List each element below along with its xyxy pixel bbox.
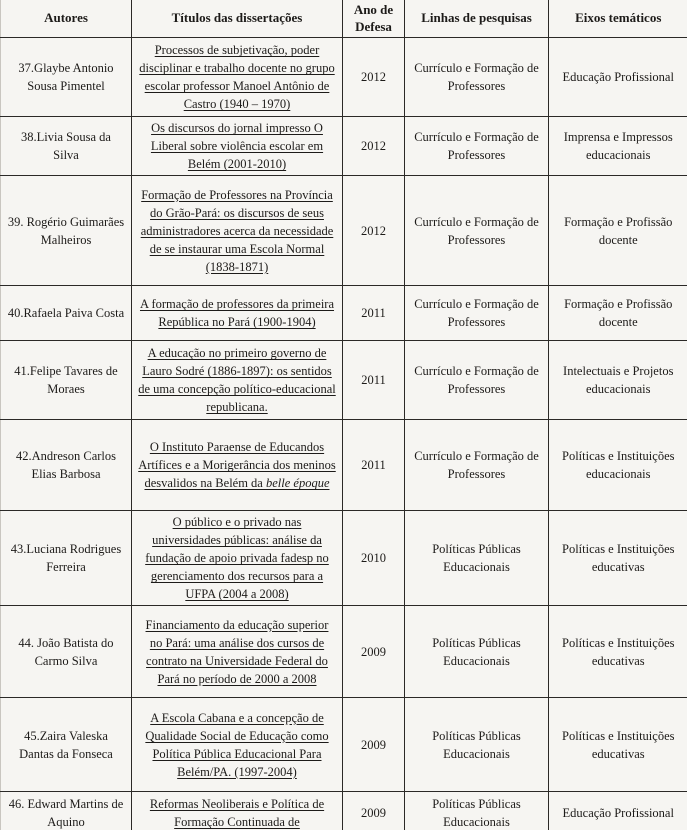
year-cell: [343, 176, 405, 286]
title-cell: [132, 38, 343, 117]
title-text: Reformas Neoliberais e Política de Formação Continuada de: [149, 797, 325, 830]
research-line-text: Políticas Públicas Educacionais: [432, 728, 521, 761]
year-cell: [343, 606, 405, 698]
thematic-axis-cell: [549, 698, 687, 792]
header-titulos: Títulos das dissertações: [132, 0, 343, 38]
thematic-axis-text: Educação Profissional: [562, 70, 674, 85]
year-cell: [343, 286, 405, 341]
year-text: 2012: [361, 223, 386, 238]
title-cell: [132, 698, 343, 792]
header-row: [1, 0, 687, 38]
author-cell: [1, 117, 132, 176]
author-text: 38.Livia Sousa da Silva: [21, 130, 111, 163]
research-line-text: Currículo e Formação de Professores: [414, 214, 539, 247]
research-line-text: Currículo e Formação de Professores: [414, 61, 539, 94]
author-cell: [1, 38, 132, 117]
thematic-axis-cell: [549, 420, 687, 511]
table-row: [1, 606, 687, 698]
thematic-axis-text: Políticas e Instituições educacionais: [562, 449, 675, 482]
table-row: [1, 420, 687, 511]
thematic-axis-text: Políticas e Instituições educativas: [562, 728, 675, 761]
research-line-cell: [405, 38, 549, 117]
author-text: 42.Andreson Carlos Elias Barbosa: [16, 449, 116, 482]
dissertation-title: [145, 515, 329, 601]
research-line-cell: [405, 606, 549, 698]
author-text: 39. Rogério Guimarães Malheiros: [7, 214, 125, 247]
table-row: [1, 176, 687, 286]
year-text: 2009: [361, 644, 386, 659]
author-text: 45.Zaira Valeska Dantas da Fonseca: [19, 728, 113, 761]
thematic-axis-cell: [549, 176, 687, 286]
table-row: [1, 117, 687, 176]
dissertation-title: [138, 346, 335, 414]
thematic-axis-text: Intelectuais e Projetos educacionais: [563, 364, 674, 397]
title-text: A educação no primeiro governo de Lauro Sodré (1886-1897): os sentidos de uma concepção político-educacional republicana.: [138, 346, 336, 415]
year-text: 2011: [361, 306, 386, 321]
title-text: A formação de professores da primeira República no Pará (1900-1904): [139, 297, 335, 330]
title-text: Formação de Professores na Província do Grão-Pará: os discursos de seus administradores acerca da necessidade de se instaurar uma Escola Normal (1838-1871): [140, 187, 334, 274]
author-cell: [1, 176, 132, 286]
year-cell: [343, 38, 405, 117]
thematic-axis-cell: [549, 606, 687, 698]
dissertation-title: [140, 297, 334, 329]
research-line-text: Currículo e Formação de Professores: [414, 449, 539, 482]
table-row: [1, 792, 687, 830]
research-line-cell: [405, 176, 549, 286]
year-cell: [343, 341, 405, 420]
research-line-text: Políticas Públicas Educacionais: [432, 797, 521, 830]
title-text: O Instituto Paraense de Educandos Artífices e a Morigerância dos meninos desvalidos na Belém da: [138, 440, 336, 491]
thematic-axis-cell: [549, 792, 687, 830]
thematic-axis-text: Políticas e Instituições educativas: [562, 542, 675, 575]
dissertation-title: [141, 188, 334, 274]
thematic-axis-cell: [549, 341, 687, 420]
research-line-cell: [405, 341, 549, 420]
author-cell: [1, 420, 132, 511]
research-line-text: Currículo e Formação de Professores: [414, 130, 539, 163]
title-cell: [132, 792, 343, 830]
table-row: [1, 341, 687, 420]
title-cell: [132, 341, 343, 420]
year-cell: [343, 792, 405, 830]
table-body: [1, 38, 687, 830]
header-eixos-tematicos: Eixos temáticos: [549, 0, 687, 38]
thematic-axis-text: Formação e Profissão docente: [564, 297, 673, 330]
year-text: 2009: [361, 806, 386, 821]
year-cell: [343, 511, 405, 606]
title-text: Processos de subjetivação, poder disciplinar e trabalho docente no grupo escolar professor Manoel Antônio de Castro (1940 – 1970): [139, 43, 335, 112]
title-text: Os discursos do jornal impresso O Liberal sobre violência escolar em Belém (2001-2010): [150, 121, 324, 172]
table-row: [1, 286, 687, 341]
research-line-cell: [405, 792, 549, 830]
year-text: 2009: [361, 737, 386, 752]
thematic-axis-cell: [549, 117, 687, 176]
author-text: 40.Rafaela Paiva Costa: [7, 306, 125, 321]
table-row: [1, 38, 687, 117]
year-cell: [343, 117, 405, 176]
research-line-text: Currículo e Formação de Professores: [414, 364, 539, 397]
thematic-axis-text: Políticas e Instituições educativas: [562, 635, 675, 668]
author-cell: [1, 341, 132, 420]
title-cell: [132, 511, 343, 606]
dissertation-title: [139, 43, 334, 111]
author-cell: [1, 698, 132, 792]
author-text: 41.Felipe Tavares de Moraes: [14, 364, 118, 397]
author-text: 46. Edward Martins de Aquino: [8, 797, 124, 830]
year-cell: [343, 698, 405, 792]
thematic-axis-text: Imprensa e Impressos educacionais: [563, 130, 673, 163]
header-ano-defesa: Ano de Defesa: [343, 0, 405, 38]
dissertation-title: [150, 797, 324, 829]
title-cell: [132, 420, 343, 511]
author-cell: [1, 606, 132, 698]
header-linhas-pesquisas: Linhas de pesquisas: [405, 0, 549, 38]
author-text: 44. João Batista do Carmo Silva: [18, 635, 114, 668]
table-row: [1, 698, 687, 792]
author-text: 43.Luciana Rodrigues Ferreira: [10, 542, 122, 575]
research-line-cell: [405, 286, 549, 341]
thematic-axis-text: Educação Profissional: [562, 806, 674, 821]
research-line-cell: [405, 511, 549, 606]
year-cell: [343, 420, 405, 511]
title-cell: [132, 286, 343, 341]
thematic-axis-text: Formação e Profissão docente: [564, 214, 673, 247]
research-line-cell: [405, 117, 549, 176]
title-cell: [132, 606, 343, 698]
author-text: 37.Glaybe Antonio Sousa Pimentel: [18, 61, 114, 94]
year-text: 2011: [361, 458, 386, 473]
thematic-axis-cell: [549, 511, 687, 606]
title-text: Financiamento da educação superior no Pará: uma análise dos cursos de contrato na Universidade Federal do Pará no período de 2000 a 2008: [145, 617, 329, 686]
year-text: 2012: [361, 70, 386, 85]
author-cell: [1, 286, 132, 341]
year-text: 2011: [361, 373, 386, 388]
title-cell: [132, 117, 343, 176]
research-line-text: Currículo e Formação de Professores: [414, 297, 539, 330]
dissertation-title: [138, 440, 336, 490]
title-text: A Escola Cabana e a concepção de Qualidade Social de Educação como Política Pública Educacional Para Belém/PA. (1997-2004): [145, 710, 329, 779]
dissertation-title: [145, 711, 328, 779]
title-cell: [132, 176, 343, 286]
research-line-cell: [405, 698, 549, 792]
year-text: 2012: [361, 139, 386, 154]
year-text: 2010: [361, 551, 386, 566]
header-autores: Autores: [1, 0, 132, 38]
thematic-axis-cell: [549, 38, 687, 117]
thematic-axis-cell: [549, 286, 687, 341]
author-cell: [1, 511, 132, 606]
research-line-text: Políticas Públicas Educacionais: [432, 635, 521, 668]
table-row: [1, 511, 687, 606]
research-line-cell: [405, 420, 549, 511]
author-cell: [1, 792, 132, 830]
title-text: O público e o privado nas universidades públicas: análise da fundação de apoio privada fadesp no gerenciamento dos recursos para a UFPA (2004 a 2008): [145, 515, 329, 602]
research-line-text: Políticas Públicas Educacionais: [432, 542, 521, 575]
dissertation-title: [146, 618, 329, 686]
title-italic-text: belle époque: [265, 476, 330, 491]
dissertation-title: [151, 121, 323, 171]
